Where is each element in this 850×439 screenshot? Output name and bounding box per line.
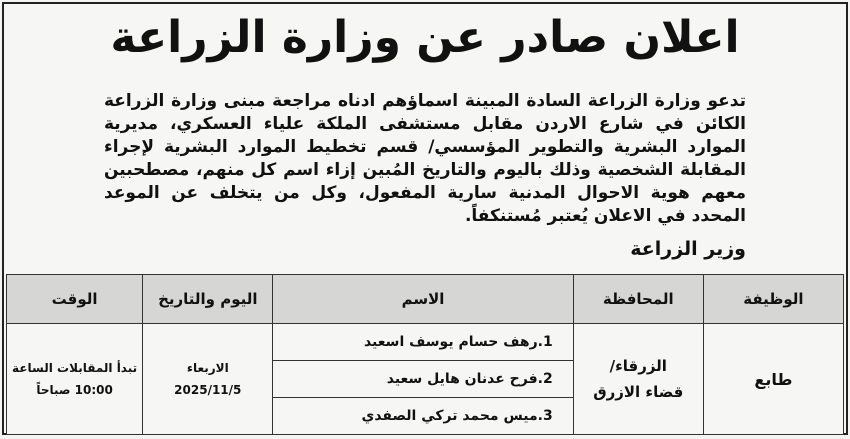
header-job: الوظيفة: [703, 275, 843, 324]
governorate-cell: [573, 324, 703, 435]
header-name: الاسم: [273, 275, 573, 324]
time-cell: [7, 324, 143, 435]
time-line2: 10:00 صباحاً: [36, 383, 113, 397]
announcement-body: تدعو وزارة الزراعة السادة المبينة اسماؤهم ادناه مراجعة مبنى وزارة الزراعة الكائن في شارع الاردن مقابل مستشفى الملكة علياء العسكري، مديرية الموارد البشرية والتطوير المؤسسي/ قسم تخطيط الموارد البشرية لإجراء المقابلة الشخصية وذلك باليوم والتاريخ المُبين إزاء اسم كل منهم، مصطحبين معهم هوية الاحوال المدنية سارية المفعول، وكل من يتخلف عن الموعد المحدد في الاعلان يُعتبر مُستنكفاً.: [104, 91, 746, 226]
table-row: [7, 324, 844, 435]
name-item: 2.فرح عدنان هايل سعيد: [273, 361, 572, 398]
announcement-title: اعلان صادر عن وزارة الزراعة: [110, 12, 740, 63]
job-cell: طابع: [703, 324, 843, 435]
governorate-line1: الزرقاء/: [609, 357, 667, 375]
name-item: 3.ميس محمد تركي الصفدي: [361, 408, 553, 424]
time-line1: تبدأ المقابلات الساعة: [12, 361, 138, 375]
interview-table: [6, 274, 844, 435]
header-time: الوقت: [7, 275, 143, 324]
header-governorate: المحافظة: [573, 275, 703, 324]
signature: وزير الزراعة: [630, 238, 746, 260]
name-item: 1.رهف حسام يوسف اسعيد: [273, 324, 572, 361]
table-header-row: [7, 275, 844, 324]
announcement-page: [2, 2, 848, 435]
header-date: اليوم والتاريخ: [143, 275, 273, 324]
date-cell: [143, 324, 273, 435]
names-cell: [273, 324, 573, 435]
governorate-line2: قضاء الازرق: [593, 383, 684, 401]
date-value: 2025/11/5: [174, 383, 242, 397]
day-value: الاربعاء: [186, 361, 229, 375]
